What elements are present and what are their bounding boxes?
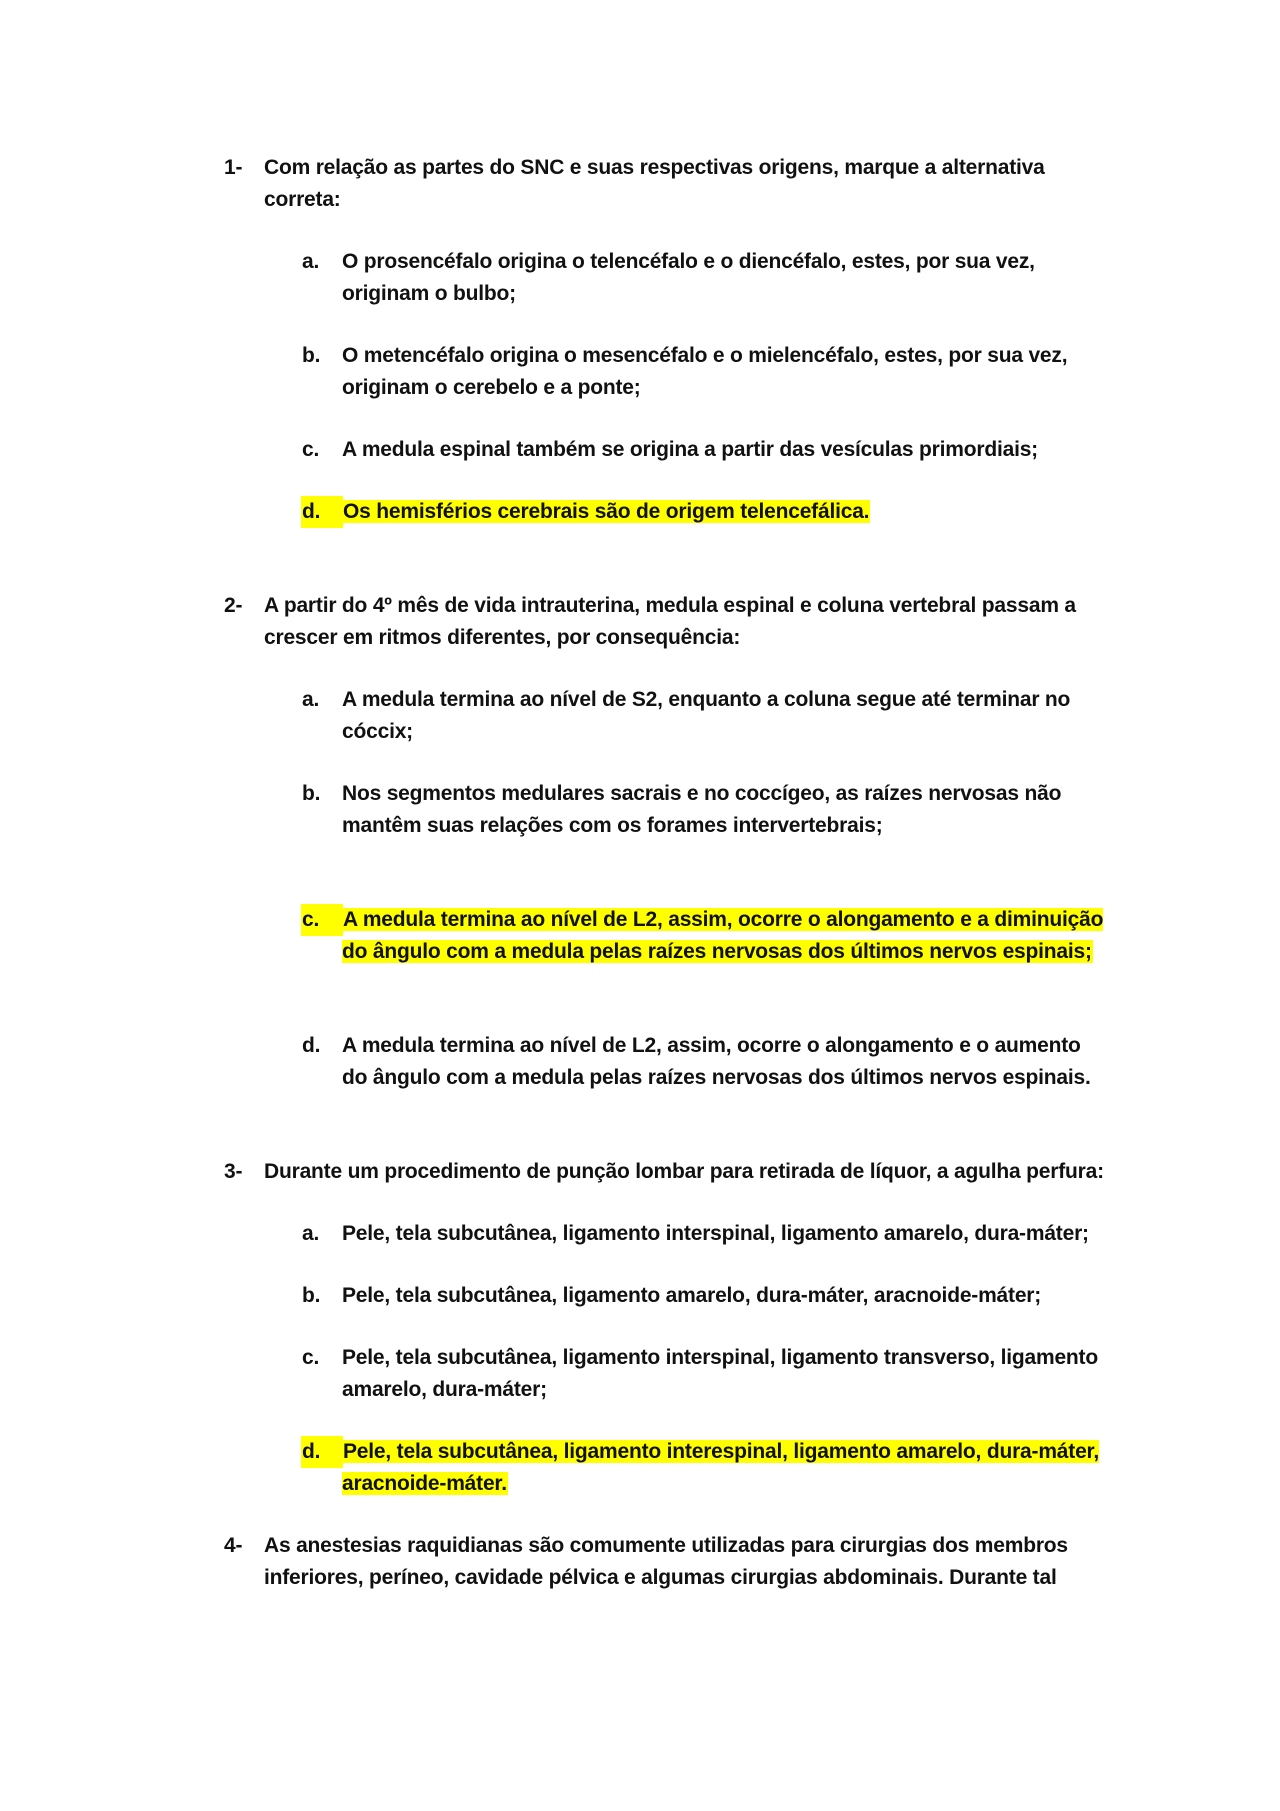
option-text-highlighted: A medula termina ao nível de L2, assim, ocorre o alongamento e a diminuição do ângulo com a medula pelas raízes nervosas dos últimos nervos espinais; [342, 908, 1104, 963]
question-text: Com relação as partes do SNC e suas respectivas origens, marque a alternativa correta: [264, 156, 1045, 211]
option-letter: c. [302, 438, 320, 461]
option-text: A medula termina ao nível de S2, enquanto a coluna segue até terminar no cóccix; [342, 688, 1071, 743]
option-letter: a. [302, 250, 320, 273]
option-text: Pele, tela subcutânea, ligamento interspinal, ligamento transverso, ligamento amarelo, dura-máter; [342, 1346, 1098, 1401]
option-letter: d. [302, 1034, 321, 1057]
option-c-correct [224, 904, 1104, 968]
question-number: 3- [224, 1160, 243, 1183]
question-3 [224, 1156, 1104, 1188]
option-letter: d. [301, 496, 343, 528]
document-content [224, 152, 1104, 1594]
question-3-options [224, 1218, 1104, 1500]
option-letter: c. [301, 904, 343, 936]
option-letter: b. [302, 344, 321, 367]
option-text: O metencéfalo origina o mesencéfalo e o mielencéfalo, estes, por sua vez, originam o cerebelo e a ponte; [342, 344, 1068, 399]
question-number: 1- [224, 156, 243, 179]
question-1-options [224, 246, 1104, 528]
question-1 [224, 152, 1104, 216]
option-text: O prosencéfalo origina o telencéfalo e o diencéfalo, estes, por sua vez, originam o bulbo; [342, 250, 1035, 305]
option-text: A medula espinal também se origina a partir das vesículas primordiais; [342, 438, 1038, 461]
option-c [224, 434, 1104, 466]
option-letter: b. [302, 1284, 321, 1307]
question-2 [224, 590, 1104, 654]
option-text: Pele, tela subcutânea, ligamento interspinal, ligamento amarelo, dura-máter; [342, 1222, 1089, 1245]
question-text: A partir do 4º mês de vida intrauterina, medula espinal e coluna vertebral passam a crescer em ritmos diferentes, por consequência: [264, 594, 1076, 649]
question-text: As anestesias raquidianas são comumente utilizadas para cirurgias dos membros inferiores, períneo, cavidade pélvica e algumas cirurgias abdominais. Durante tal [264, 1534, 1068, 1589]
option-letter: c. [302, 1346, 320, 1369]
option-d [224, 1030, 1104, 1094]
option-letter: a. [302, 1222, 320, 1245]
option-a [224, 684, 1104, 748]
option-d-correct [224, 1436, 1104, 1500]
option-text: A medula termina ao nível de L2, assim, ocorre o alongamento e o aumento do ângulo com a medula pelas raízes nervosas dos últimos nervos espinais. [342, 1034, 1091, 1089]
question-text: Durante um procedimento de punção lombar para retirada de líquor, a agulha perfura: [264, 1160, 1104, 1183]
option-d-correct [224, 496, 1104, 528]
option-letter: b. [302, 782, 321, 805]
option-c [224, 1342, 1104, 1406]
option-text: Nos segmentos medulares sacrais e no coccígeo, as raízes nervosas não mantêm suas relações com os forames intervertebrais; [342, 782, 1062, 837]
option-a [224, 246, 1104, 310]
question-2-options [224, 684, 1104, 1094]
option-letter: d. [301, 1436, 343, 1468]
option-letter: a. [302, 688, 320, 711]
option-a [224, 1218, 1104, 1250]
option-text: Pele, tela subcutânea, ligamento amarelo, dura-máter, aracnoide-máter; [342, 1284, 1042, 1307]
question-4 [224, 1530, 1104, 1594]
option-b [224, 1280, 1104, 1312]
question-number: 2- [224, 594, 243, 617]
option-b [224, 778, 1104, 842]
question-number: 4- [224, 1534, 243, 1557]
option-text-highlighted: Pele, tela subcutânea, ligamento interespinal, ligamento amarelo, dura-máter, aracnoide-máter. [342, 1440, 1100, 1495]
option-b [224, 340, 1104, 404]
option-text-highlighted: Os hemisférios cerebrais são de origem telencefálica. [343, 500, 870, 523]
